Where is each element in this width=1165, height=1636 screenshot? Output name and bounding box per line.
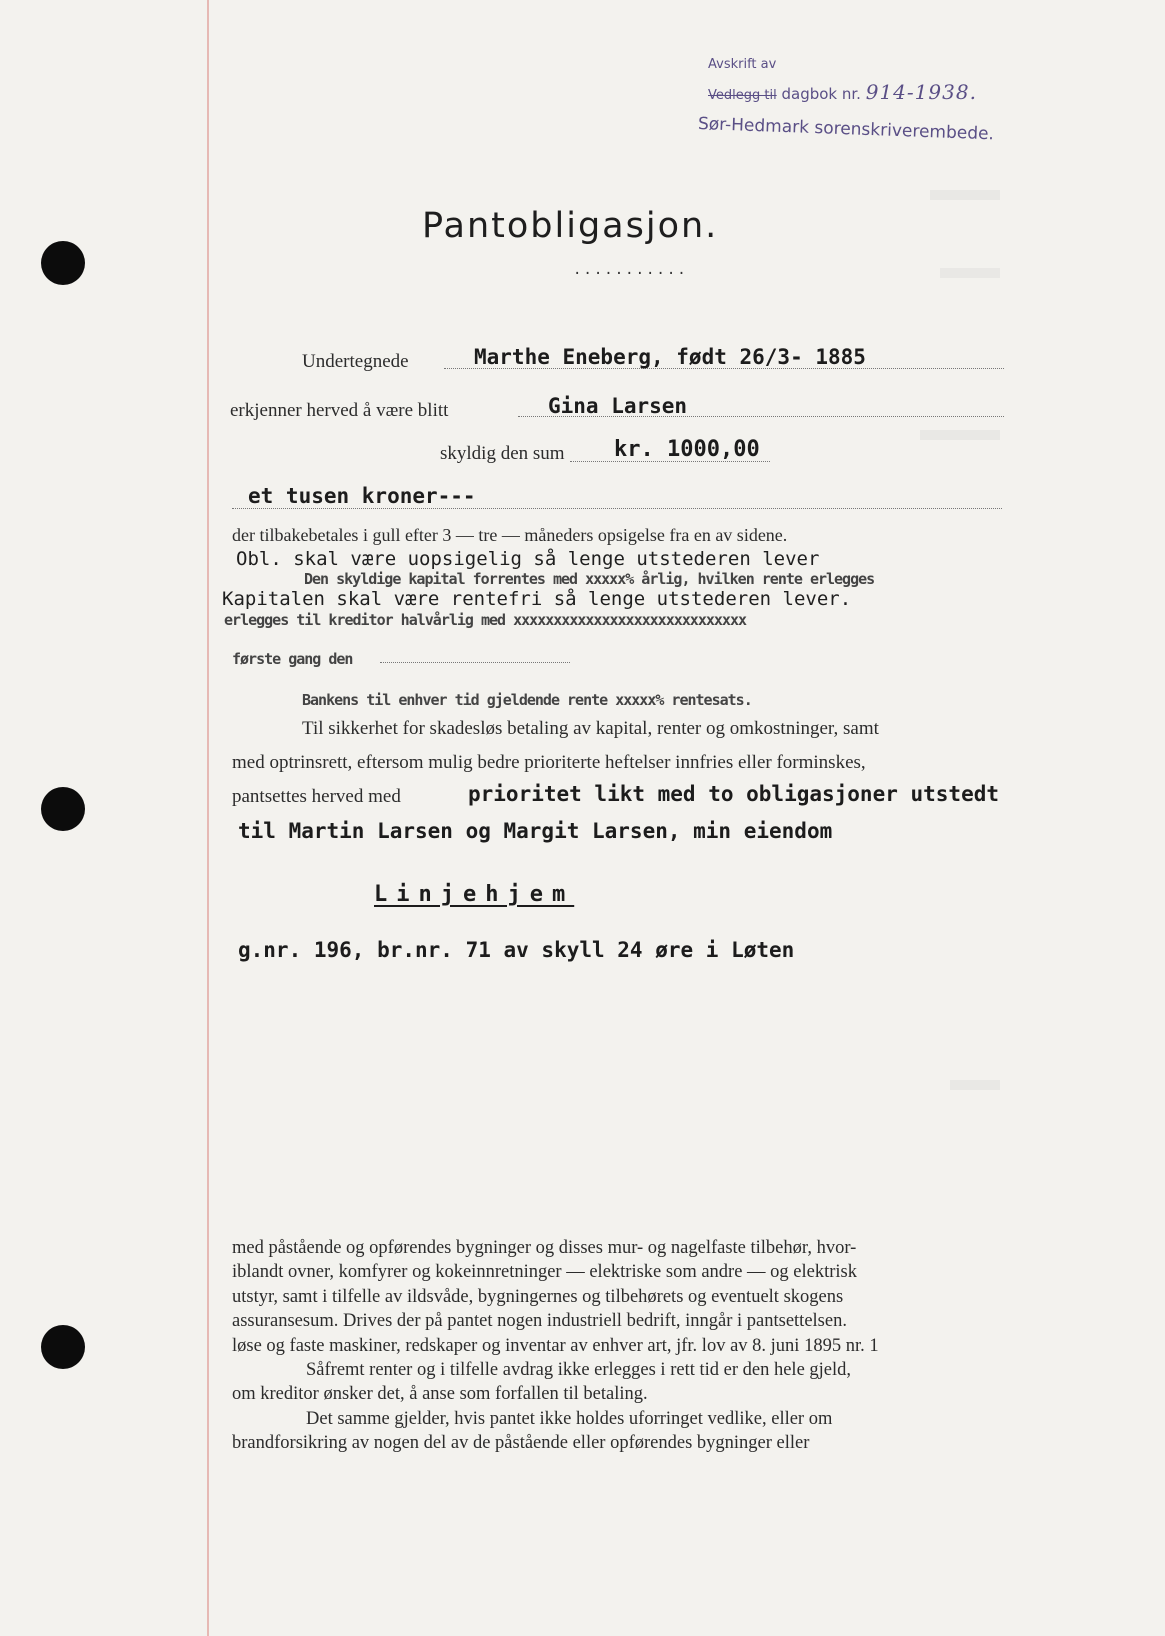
security-line-2: med optrinsrett, eftersom mulig bedre prioriterte heftelser innfries eller forminskes, bbox=[232, 752, 866, 773]
property-registration: g.nr. 196, br.nr. 71 av skyll 24 øre i Løten bbox=[238, 938, 795, 962]
stamp-prefix: Avskrift av bbox=[708, 57, 777, 72]
closing-p1-l1: med påstående og opførendes bygninger og disses mur- og nagelfaste tilbehør, hvor- bbox=[232, 1238, 857, 1258]
security-line-1: Til sikkerhet for skadesløs betaling av kapital, renter og omkostninger, samt bbox=[302, 718, 879, 739]
security-line-3-value: prioritet likt med to obligasjoner utstedt bbox=[468, 782, 1000, 806]
closing-p1-l2: iblandt ovner, komfyrer og kokeinnretninger — elektriske som andre — og elektrisk bbox=[232, 1262, 858, 1283]
erkjenner-label: erkjenner herved å være blitt bbox=[230, 400, 449, 421]
closing-text bbox=[232, 1236, 1012, 1456]
struck-first-time: første gang den bbox=[232, 650, 353, 668]
skyldig-label: skyldig den sum bbox=[440, 443, 565, 464]
clause-uopsigelig: Obl. skal være uopsigelig så lenge utstederen lever bbox=[236, 548, 820, 570]
bleed-through-mark bbox=[920, 430, 1000, 440]
closing-p3-l1: Det samme gjelder, hvis pantet ikke holdes uforringet vedlike, eller om bbox=[306, 1408, 833, 1429]
stamp-number: 914 bbox=[865, 80, 907, 104]
punch-hole-middle bbox=[41, 787, 85, 831]
struck-interest-line: Den skyldige kapital forrentes med xxxxx% årlig, hvilken rente erlegges bbox=[304, 570, 875, 588]
punch-hole-top bbox=[41, 241, 85, 285]
closing-p1-l3: utstyr, samt i tilfelle av ildsvåde, bygningernes og tilbehørets og eventuelt skogens bbox=[232, 1286, 844, 1307]
punch-hole-bottom bbox=[41, 1325, 85, 1369]
closing-p2-l2: om kreditor ønsker det, å anse som forfallen til betaling. bbox=[232, 1384, 648, 1405]
repayment-terms: der tilbakebetales i gull efter 3 — tre — måneders opsigelse fra en av sidene. bbox=[232, 525, 788, 545]
stamp-line-1 bbox=[708, 57, 977, 104]
amount-words: et tusen kroner--- bbox=[248, 484, 476, 508]
struck-semiannual-line: erlegges til kreditor halvårlig med xxxxxxxxxxxxxxxxxxxxxxxxxxxxx bbox=[224, 611, 746, 629]
skyldig-value: kr. 1000,00 bbox=[614, 437, 760, 462]
undertegnede-label: Undertegnede bbox=[302, 351, 409, 372]
closing-p3-l2: brandforsikring av nogen del av de påstående eller opførendes bygninger eller bbox=[232, 1433, 810, 1454]
bleed-through-mark bbox=[930, 190, 1000, 200]
amount-words-dotline bbox=[232, 508, 1002, 509]
margin-rule bbox=[207, 0, 209, 1636]
property-name: Linjehjem bbox=[374, 882, 575, 907]
first-time-dotline bbox=[380, 662, 570, 663]
bleed-through-mark bbox=[940, 268, 1000, 278]
clause-rentefri: Kapitalen skal være rentefri så lenge utstederen lever. bbox=[222, 588, 852, 610]
closing-p1-l5: løse og faste maskiner, redskaper og inventar av enhver art, jfr. lov av 8. juni 1895 nr. 1 bbox=[232, 1335, 879, 1356]
title-dots: ........... bbox=[573, 262, 688, 278]
stamp-year: -1938. bbox=[906, 80, 977, 104]
undertegnede-value: Marthe Eneberg, født 26/3- 1885 bbox=[474, 345, 866, 369]
security-line-3-label: pantsettes herved med bbox=[232, 786, 401, 807]
security-line-4: til Martin Larsen og Margit Larsen, min eiendom bbox=[238, 819, 833, 843]
page-title: Pantobligasjon. bbox=[422, 206, 719, 246]
struck-bank-rate: Bankens til enhver tid gjeldende rente xxxxx% rentesats. bbox=[302, 691, 752, 709]
stamp-crossed: Vedlegg til bbox=[708, 88, 777, 103]
bleed-through-mark bbox=[950, 1080, 1000, 1090]
stamp-line-2: Sør-Hedmark sorenskriverembede. bbox=[697, 114, 995, 145]
erkjenner-value: Gina Larsen bbox=[548, 394, 688, 418]
closing-p1-l4: assuransesum. Drives der på pantet nogen industriell bedrift, inngår i pantsettelsen. bbox=[232, 1311, 847, 1332]
closing-p2-l1: Såfremt renter og i tilfelle avdrag ikke erlegges i rett tid er den hele gjeld, bbox=[306, 1360, 852, 1381]
stamp-dagbok: dagbok nr. bbox=[781, 85, 861, 103]
